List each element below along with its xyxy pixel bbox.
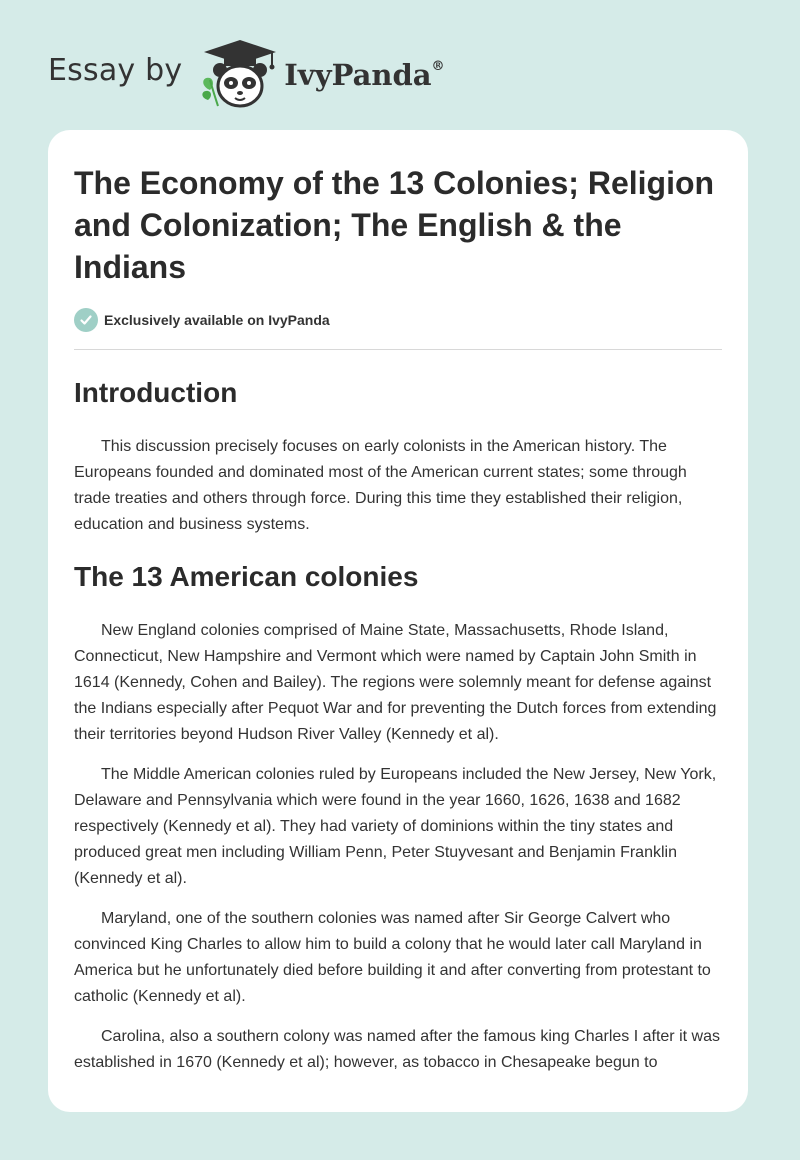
section-heading-introduction: Introduction	[74, 377, 238, 408]
paragraph: New England colonies comprised of Maine State, Massachusetts, Rhode Island, Connecticut, New Hampshire and Vermont which were named by Captain John Smith in 1614 (Kennedy, Cohen and Bailey). The regions were solemnly meant for defense against the Indians especially after Pequot War and for preventing the Dutch forces from extending their territories beyond Hudson River Valley (Kennedy et al).	[74, 622, 717, 743]
paragraph: Maryland, one of the southern colonies was named after Sir George Calvert who convinced King Charles to allow him to build a colony that he would later call Maryland in America but he unfortunately died before building it and after converting from protestant to catholic (Kennedy et al).	[74, 910, 711, 1005]
essay-card	[48, 130, 748, 1112]
paragraph: Carolina, also a southern colony was named after the famous king Charles I after it was established in 1670 (Kennedy et al); however, as tobacco in Chesapeake begun to	[74, 1028, 720, 1071]
registered-mark: ®	[431, 59, 445, 75]
exclusive-badge-label: Exclusively available on IvyPanda	[104, 312, 330, 328]
ivypanda-panda-logo-icon[interactable]	[196, 36, 280, 110]
title-divider	[74, 349, 722, 350]
essay-by-label: Essay by	[48, 52, 183, 88]
check-circle-icon	[74, 308, 98, 332]
exclusive-badge	[74, 308, 722, 332]
paragraph: The Middle American colonies ruled by Europeans included the New Jersey, New York, Delaware and Pennsylvania which were found in the year 1660, 1626, 1638 and 1682 respectively (Kennedy et al). They had variety of dominions within the tiny states and produced great men including William Penn, Peter Stuyvesant and Benjamin Franklin (Kennedy et al).	[74, 766, 717, 887]
paragraph: This discussion precisely focuses on early colonists in the American history. The Europeans founded and dominated most of the American current states; some through trade treaties and others through force. During this time they established their religion, education and business systems.	[74, 438, 687, 533]
essay-title: The Economy of the 13 Colonies; Religion and Colonization; The English & the Indians	[74, 165, 715, 285]
section-heading-13-colonies: The 13 American colonies	[74, 561, 419, 592]
site-header	[48, 36, 445, 110]
ivypanda-wordmark[interactable]: IvyPanda®	[284, 58, 445, 92]
